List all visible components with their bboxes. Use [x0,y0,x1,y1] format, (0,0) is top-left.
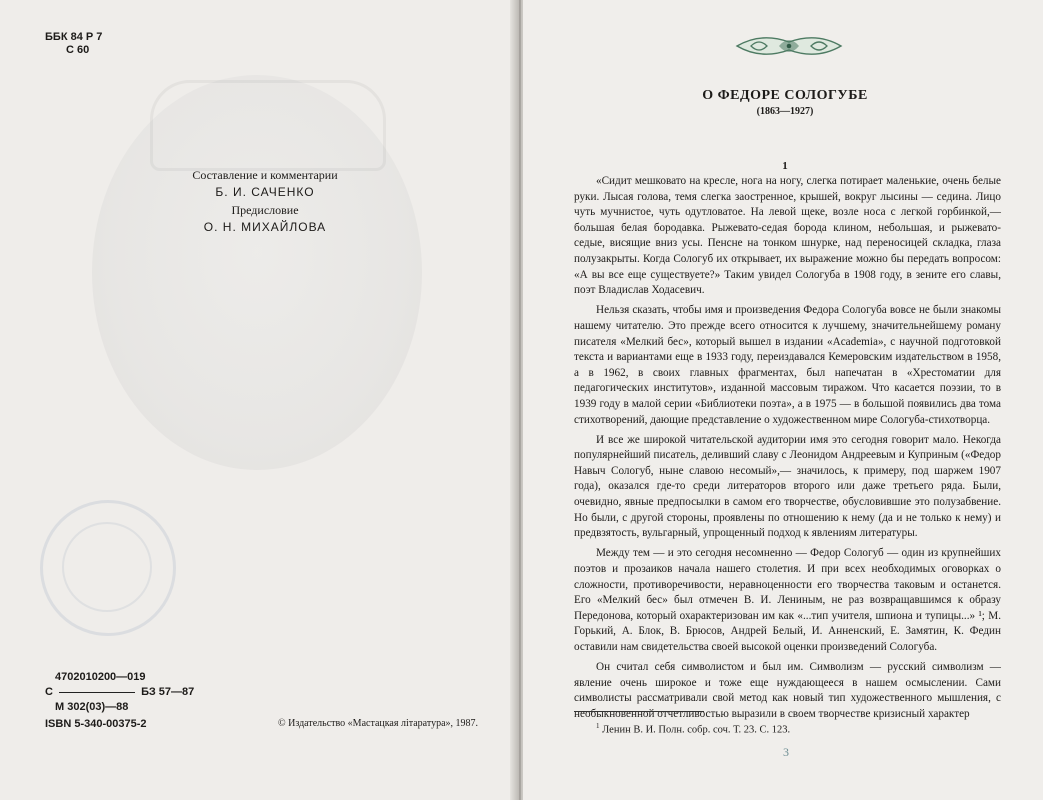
bbk-block [45,31,102,57]
catalog-code-second: М 302(03)—88 [55,701,129,713]
bleed-through-title [150,80,386,171]
footnote [596,722,790,736]
preface-name: О. Н. МИХАЙЛОВА [203,220,327,234]
catalog-code-line: 4702010200—019 [55,671,146,683]
section-number: 1 [782,160,788,172]
index-line: С 60 [66,44,90,56]
chapter-title: О ФЕДОРЕ СОЛОГУБЕ [702,88,868,103]
catalog-code [45,670,194,715]
catalog-series: БЗ 57—87 [141,686,195,698]
paragraph: И все же широкой читательской аудитории имя это сегодня говорит мало. Некогда популярнейший писатель, деливший славу с Леонидом Андреевым и Куприным («Федор Навыч Сологуб, ныне славою несомый»,— значилось, к примеру, под шаржем 1907 года), оказался где-то среди литераторов второго или даже третьего ряда. Были, очевидно, явные предпосылки в самом его творчестве, обусловившие это полузабвение. Но были, с другой стороны, проявлены по отношению к нему (да и не только к нему) и предвзятость, вульгарный, упрощенный подход к явлениям литературы. [574,433,1001,540]
compiler-role: Составление и комментарии [192,168,338,182]
page-number: 3 [783,745,789,759]
preface-role: Предисловие [231,203,299,217]
paragraph: Нельзя сказать, чтобы имя и произведения Федора Сологуба вовсе не были знакомы нашему читателю. Это прежде всего относится к лучшему, значительнейшему роману писателя «Мелкий бес», который вышел в издании «Academia», с научной подготовкой текста и вариантами еще в 1933 году, переиздавался Кемеровским издательством в 1958, а в 1962, в своих главных фрагментах, был напечатан в «Хрестоматии для педагогических институтов», изданной массовым тиражом. Что касается поэзии, то в 1939 году в малой серии «Библиотеки поэта», а в 1975 — в большой появились два тома стихотворений, дающие представление о художественном мире Сологуба-стихотворца. [574,304,1001,426]
compiler-credit [150,168,380,199]
paragraph: Он считал себя символистом и был им. Символизм — русский символизм — явление очень широкое и тоже еще нуждающееся в нашем осмыслении. Сами символисты рассматривали свой метод как новый тип художественного мышления, с необыкновенной отчетливостью выразили в своем творчестве кризисный характер [574,661,1001,720]
copyright: © Издательство «Мастацкая лiтаратура», 1987. [278,718,479,729]
footnote-text: Ленин В. И. Полн. собр. соч. Т. 23. С. 123. [602,724,791,736]
preface-credit [150,203,380,234]
bbk-line: ББК 84 Р 7 [45,31,103,43]
compiler-name: Б. И. САЧЕНКО [215,185,315,199]
paragraph: «Сидит мешковато на кресле, нога на ногу, слегка потирает маленькие, очень белые руки. Лысая голова, темя слегка заостренное, крышей, вокруг лысины — седина. Лицо чуть мучнистое, чуть одутловатое. На левой щеке, возле носа с легкой горбинкой,—большая белая бородавка. Рыжевато-седая борода клином, небольшая, и рыжевато-седые, висящие вниз усы. Пенсне на тонком шнурке, над переносицей складка, глаза полузакрыты. Когда Сологуб их открывает, их выражение можно бы передать вопросом: «А вы все еще существуете?» Таким увидел Сологуба в 1908 году, в зените его славы, поэт Владислав Ходасевич. [574,175,1001,297]
catalog-fraction-row [45,685,194,700]
footnote-rule [574,711,704,712]
isbn: ISBN 5-340-00375-2 [45,718,147,730]
chapter-years: (1863—1927) [756,106,814,117]
catalog-fraction-bar [59,692,135,693]
left-page [0,0,517,800]
body-text [574,174,1001,727]
bleed-through-stamp-inner [62,522,152,612]
footnote-mark: 1 [596,722,600,730]
floral-ornament-icon [733,30,845,62]
paragraph: Между тем — и это сегодня несомненно — Федор Сологуб — один из крупнейших поэтов и прозаиков начала нашего столетия. И при всех необходимых оговорках о сложности, противоречивости, неравноценности его творчества таковым и останется. Его «Мелкий бес» был отмечен В. И. Лениным, не раз возвращавшимся к образу Передонова, который охарактеризован им как «...тип учителя, шпиона и тупицы...» ¹; М. Горький, А. Блок, В. Брюсов, Андрей Белый, И. Анненский, Е. Замятин, К. Федин оставили нам свидетельства своей высокой оценки произведений Сологуба. [574,547,1001,653]
catalog-letter: С [45,686,53,698]
